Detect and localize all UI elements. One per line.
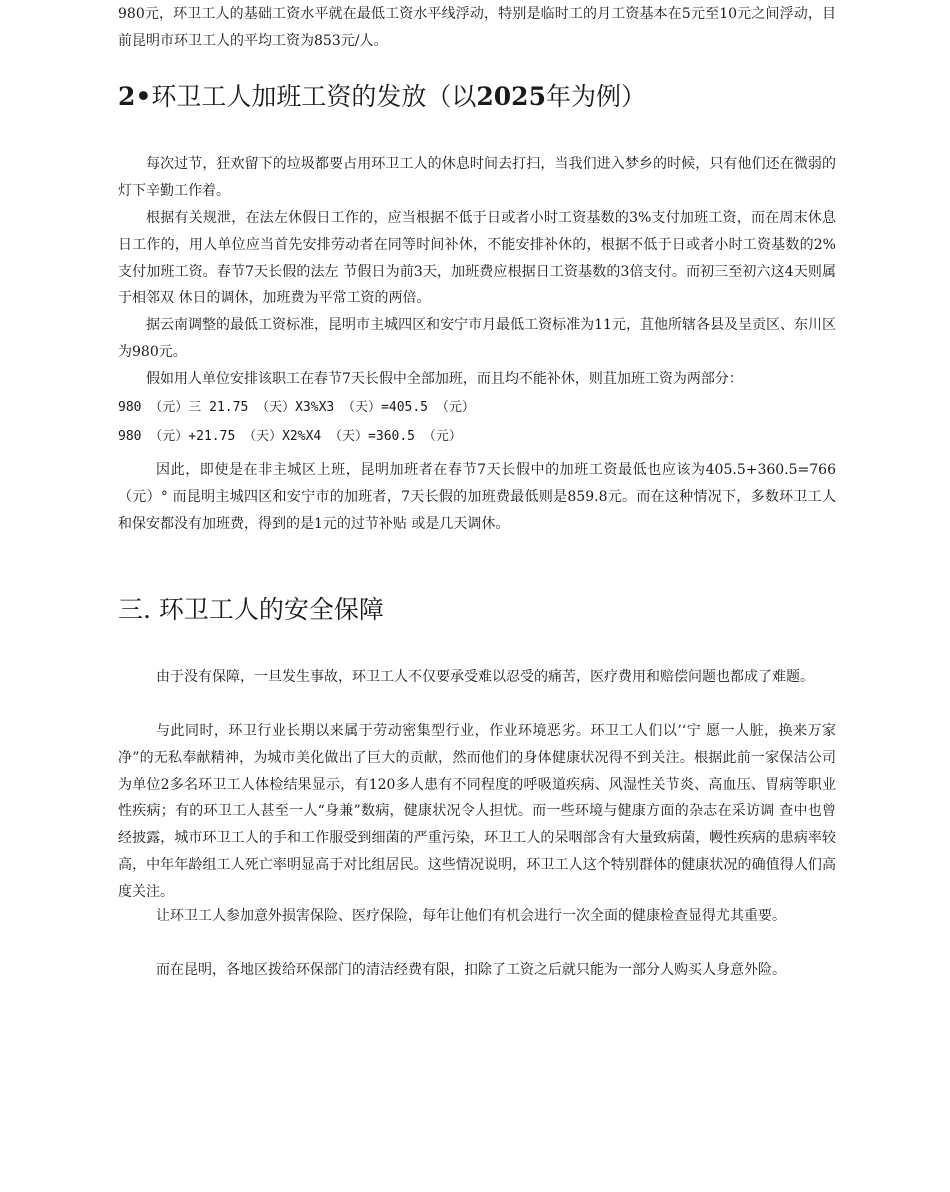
section-2-heading-number: 2•: [118, 82, 152, 111]
section-3-paragraph-3: 让环卫工人参加意外损害保险、医疗保险，每年让他们有机会进行一次全面的健康检查显得尤其重要。: [156, 908, 786, 924]
section-2-paragraph-4: 假如用人单位安排该职工在春节7天长假中全部加班，而且均不能补休，则苴加班工资为两部分：: [146, 371, 743, 387]
section-3-paragraph-4: 而在昆明，各地区拨给环保部门的清洁经费有限，扣除了工资之后就只能为一部分人购买人身意外险。: [156, 962, 786, 978]
calc-line-2: 980 （元）+21.75 （天）X2%X4 （天）=360.5 （元）: [118, 429, 462, 444]
section-2-paragraph-1: 每次过节，狂欢留下的垃圾都要占用环卫工人的休息时间去打扫，当我们进入梦乡的时候，只有他们还在微弱的灯下辛勤工作着。: [118, 156, 836, 199]
calc-line-1: 980 （元）三 21.75 （天）X3%X3 （天）=405.5 （元）: [118, 400, 475, 415]
section-3-paragraph-2: 与此同时，环卫行业长期以来属于劳动密集型行业，作业环境恶劣。环卫工人们以’‘宁 愿一人脏，换来万家净”的无私奉献精神，为城市美化做出了巨大的贡献，然而他们的身体健康状况得不到关注。根据此前一家保洁公司为单位2多名环卫工人体检结果显示，有120多人患有不同程度的呼吸道疾病、风湿性关节炎、高血压、胃病等职业性疾病；有的环卫工人甚至一人“身兼”数病，健康状况令人担忧。而一些环境与健康方面的杂志在采访调 查中也曾经披露，城市环卫工人的手和工作服受到细菌的严重污染，环卫工人的呆咽部含有大量致病菌，幔性疾病的患病率较高，中年年龄组工人死亡率明显高于对比组居民。这些情况说明，环卫工人这个特别群体的健康状况的确值得人们高度关注。: [118, 723, 836, 900]
section-2-conclusion: 因此，即使是在非主城区上班，昆明加班者在春节7天长假中的加班工资最低也应该为405.5+360.5=766 （元）° 而昆明主城四区和安宁市的加班者，7天长假的加班费最低则是859.8元。而在这种情况下，多数环卫工人和保安都没有加班费，得到的是1元的过节补贴 或是几天调休。: [118, 462, 836, 532]
section-2-heading-year: 2025: [476, 82, 546, 111]
intro-paragraph: 980元，环卫工人的基础工资水平就在最低工资水平线浮动，特别是临时工的月工资基本在5元至10元之间浮动，目前昆明市环卫工人的平均工资为853元/人。: [118, 6, 836, 49]
section-2-paragraph-3: 据云南调整的最低工资标准，昆明市主城四区和安宁市月最低工资标准为11元，苴他所辖各县及呈贡区、东川区为980元。: [118, 317, 836, 360]
section-2-heading: [118, 80, 646, 114]
section-3-paragraph-1: 由于没有保障，一旦发生事故，环卫工人不仅要承受难以忍受的痛苦，医疗费用和赔偿问题也都成了难题。: [156, 669, 814, 685]
section-3-heading: 三. 环卫工人的安全保障: [118, 595, 384, 624]
section-2-paragraph-2: 根据有关规泄，在法左休假日工作的，应当根据不低于日或者小时工资基数的3%支付加班工资，而在周末休息日工作的，用人单位应当首先安排劳动者在同等时间补休，不能安排补休的，根据不低于日或者小时工资基数的2%支付加班工资。春节7天长假的法左 节假日为前3天，加班费应根据日工资基数的3倍支付。而初三至初六这4天则属于相邻双 休日的调休，加班费为平常工资的两倍。: [118, 210, 836, 307]
section-2-heading-text-b: 年为例）: [545, 82, 646, 111]
section-2-heading-text-a: 环卫工人加班工资的发放（以: [151, 82, 477, 111]
